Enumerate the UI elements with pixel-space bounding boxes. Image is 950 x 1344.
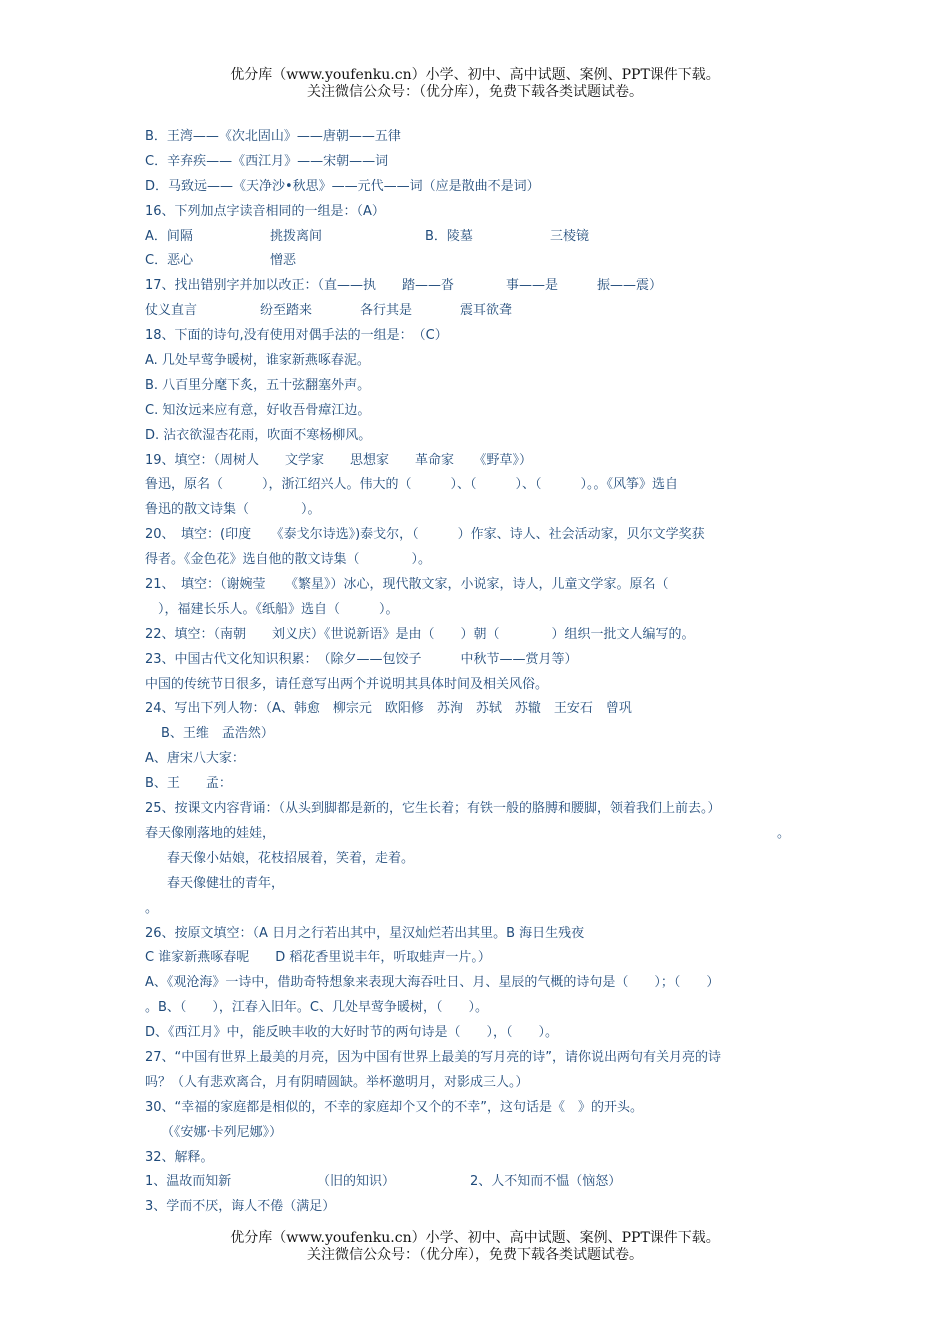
q17-words bbox=[145, 299, 805, 324]
q25-line-3: 春天像健壮的青年， bbox=[167, 875, 285, 891]
q16-c: C．恶心 bbox=[145, 253, 194, 269]
question-18: 18、下面的诗句,没有使用对偶手法的一组是： （C） bbox=[145, 328, 448, 344]
question-17: 17、找出错别字并加以改正：（直——执 踏——沓 事——是 振——震） bbox=[145, 278, 663, 294]
q19-text-2: 鲁迅的散文诗集（ ）。 bbox=[145, 502, 321, 518]
question-24: 24、写出下列人物：（A、韩愈 柳宗元 欧阳修 苏洵 苏轼 苏辙 王安石 曾巩 bbox=[145, 701, 632, 717]
question-20: 20、 填空：(印度 《泰戈尔诗选》)泰戈尔，（ ）作家、诗人、社会活动家，贝尔文学奖获 bbox=[145, 527, 705, 543]
q26-a: A、《观沧海》一诗中，借助奇特想象来表现大海吞吐日、月、星辰的气概的诗句是（ ）；（ ） bbox=[145, 975, 720, 991]
question-30: 30、“幸福的家庭都是相似的，不幸的家庭却个又个的不幸”，这句话是《 》的开头。 bbox=[145, 1099, 644, 1115]
q23-text: 中国的传统节日很多，请任意写出两个并说明其具体时间及相关风俗。 bbox=[145, 676, 549, 692]
question-22: 22、填空：（南朝 刘义庆）《世说新语》是由（ ）朝（ ）组织一批文人编写的。 bbox=[145, 626, 695, 642]
q16-a-word: 挑拨离间 bbox=[270, 228, 323, 244]
q18-option-d: D. 沾衣欲湿杏花雨，吹面不寒杨柳风。 bbox=[145, 427, 372, 443]
q25-line-4: 。 bbox=[145, 900, 159, 916]
question-32: 32、解释。 bbox=[145, 1149, 214, 1165]
q16-b: B．陵墓 bbox=[425, 228, 473, 244]
header-line-2: 关注微信公众号：（优分库），免费下载各类试题试卷。 bbox=[307, 84, 643, 100]
option-d-mazhiyuan: D．马致远——《天净沙•秋思》——元代——词（应是散曲不是词） bbox=[145, 178, 540, 194]
q16-a: A．间隔 bbox=[145, 228, 193, 244]
page-footer bbox=[0, 1230, 950, 1264]
q16-options-c bbox=[145, 249, 805, 274]
q26-text-1: C 谁家新燕啄春呢 D 稻花香里说丰年，听取蛙声一片。） bbox=[145, 950, 491, 966]
question-16: 16、下列加点字读音相同的一组是：（A） bbox=[145, 203, 385, 219]
q16-options-ab bbox=[145, 225, 805, 250]
q32-items-1-2: 1、温故而知新 （旧的知识） 2、人不知而不愠（恼怒） bbox=[145, 1174, 622, 1190]
q27-text: 吗？（人有悲欢离合，月有阴晴圆缺。举杯邀明月，对影成三人。） bbox=[145, 1074, 529, 1090]
document-body bbox=[145, 125, 805, 1220]
footer-line-2: 关注微信公众号：（优分库），免费下载各类试题试卷。 bbox=[307, 1247, 643, 1263]
q30-answer: （《安娜·卡列尼娜》） bbox=[161, 1124, 283, 1140]
q16-b-word: 三棱镜 bbox=[550, 228, 590, 244]
q21-text: ），福建长乐人。《纸船》选自（ ）。 bbox=[145, 601, 399, 617]
header-line-1: 优分库（www.youfenku.cn）小学、初中、高中试题、案例、PPT课件下载。 bbox=[230, 67, 720, 83]
q24-continued: B、王维 孟浩然） bbox=[161, 726, 274, 742]
footer-line-1: 优分库（www.youfenku.cn）小学、初中、高中试题、案例、PPT课件下载。 bbox=[230, 1230, 720, 1246]
q16-c-word: 憎恶 bbox=[270, 253, 297, 269]
question-23: 23、中国古代文化知识积累： （除夕——包饺子 中秋节——赏月等） bbox=[145, 651, 578, 667]
q25-line-2: 春天像小姑娘，花枝招展着，笑着，走着。 bbox=[167, 850, 415, 866]
q19-text-1: 鲁迅，原名（ ），浙江绍兴人。伟大的（ ）、（ ）、（ ）。。《风筝》选自 bbox=[145, 477, 679, 493]
q18-option-a: A. 几处早莺争暖树，谁家新燕啄春泥。 bbox=[145, 353, 370, 369]
question-19: 19、填空：（周树人 文学家 思想家 革命家 《野草》） bbox=[145, 452, 533, 468]
page-header bbox=[0, 67, 950, 101]
option-c-xinqiji: C．辛弃疾——《西江月》——宋朝——词 bbox=[145, 153, 389, 169]
question-26: 26、按原文填空：（A 日月之行若出其中，星汉灿烂若出其里。B 海日生残夜 bbox=[145, 925, 585, 941]
q17-word-1: 仗义直言 bbox=[145, 303, 198, 319]
q20-text: 得者。《金色花》选自他的散文诗集（ ）。 bbox=[145, 552, 432, 568]
question-21: 21、 填空：（谢婉莹 《繁星》）冰心，现代散文家，小说家，诗人，儿童文学家。原名（ bbox=[145, 577, 669, 593]
q24-b: B、王 孟： bbox=[145, 776, 232, 792]
q17-word-3: 各行其是 bbox=[360, 303, 413, 319]
question-25: 25、按课文内容背诵：（从头到脚都是新的，它生长着；有铁一般的胳膊和腰脚，领着我们上前去。） bbox=[145, 801, 721, 817]
q26-bc: 。B、（ ），江春入旧年。C、几处早莺争暖树，（ ）。 bbox=[145, 1000, 488, 1016]
q18-option-b: B. 八百里分麾下炙，五十弦翻塞外声。 bbox=[145, 377, 371, 393]
q17-word-4: 震耳欲聋 bbox=[460, 303, 513, 319]
option-b-wangwan: B．王湾——《次北固山》——唐朝——五律 bbox=[145, 129, 401, 144]
q26-d: D、《西江月》中，能反映丰收的大好时节的两句诗是（ ），（ ）。 bbox=[145, 1025, 559, 1041]
q18-option-c: C. 知汝远来应有意，好收吾骨瘴江边。 bbox=[145, 402, 371, 418]
q25-line-1: 春天像刚落地的娃娃， 。 bbox=[145, 825, 791, 841]
q24-a: A、唐宋八大家： bbox=[145, 751, 245, 767]
q32-item-3: 3、学而不厌，诲人不倦（满足） bbox=[145, 1199, 336, 1215]
question-27: 27、“中国有世界上最美的月亮，因为中国有世界上最美的写月亮的诗”，请你说出两句有关月亮的诗 bbox=[145, 1049, 722, 1065]
q17-word-2: 纷至踏来 bbox=[260, 303, 313, 319]
